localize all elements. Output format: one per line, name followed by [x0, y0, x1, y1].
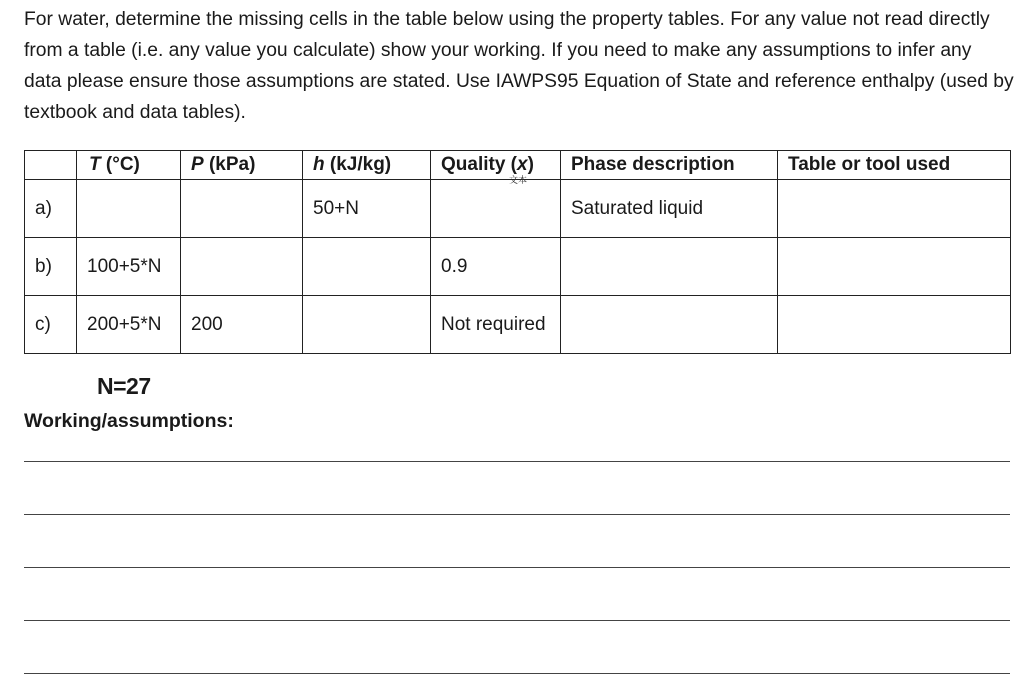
phase-cell[interactable]: [561, 296, 778, 354]
quality-close: ): [527, 154, 534, 175]
header-enthalpy: [303, 151, 431, 180]
answer-line[interactable]: [24, 567, 1010, 568]
text-annotation-marker: 文本: [509, 175, 528, 185]
temperature-unit: (°C): [100, 154, 140, 175]
quality-text: Quality (: [441, 154, 518, 175]
header-phase: Phase description: [561, 151, 778, 180]
instructions-paragraph: For water, determine the missing cells in the table below using the property tables. For any value not read directly from a table (i.e. any value you calculate) show your working. If you need to make any assumptions to infer any data please ensure those assumptions are stated. Use IAWPS95 Equation of State and reference enthalpy (used by textbook and data tables).: [24, 9, 1014, 123]
answer-line[interactable]: [24, 514, 1010, 515]
row-label: c): [25, 296, 77, 354]
pressure-symbol: P: [191, 154, 204, 175]
header-temperature: [77, 151, 181, 180]
tool-cell[interactable]: [778, 296, 1011, 354]
header-pressure: [181, 151, 303, 180]
row-label: b): [25, 238, 77, 296]
pressure-cell[interactable]: [181, 238, 303, 296]
temperature-cell: 100+5*N: [77, 238, 181, 296]
pressure-cell: 200: [181, 296, 303, 354]
table-row: [25, 296, 1011, 354]
pressure-cell[interactable]: [181, 180, 303, 238]
enthalpy-unit: (kJ/kg): [324, 154, 392, 175]
enthalpy-cell[interactable]: [303, 296, 431, 354]
table-row: [25, 238, 1011, 296]
enthalpy-cell: 50+N: [303, 180, 431, 238]
table-row: [25, 180, 1011, 238]
tool-cell[interactable]: [778, 180, 1011, 238]
temperature-symbol: T: [89, 154, 101, 175]
quality-symbol: x: [517, 154, 528, 175]
answer-line[interactable]: [24, 461, 1010, 462]
phase-cell[interactable]: [561, 238, 778, 296]
enthalpy-symbol: h: [313, 154, 325, 175]
header-label: [25, 151, 77, 180]
header-quality: [431, 151, 561, 180]
temperature-cell[interactable]: [77, 180, 181, 238]
quality-cell: Not required: [431, 296, 561, 354]
pressure-unit: (kPa): [203, 154, 256, 175]
n-value-label: N=27: [97, 373, 151, 399]
answer-line[interactable]: [24, 620, 1010, 621]
quality-cell: 0.9: [431, 238, 561, 296]
answer-line[interactable]: [24, 673, 1010, 674]
tool-cell[interactable]: [778, 238, 1011, 296]
header-tool: Table or tool used: [778, 151, 1011, 180]
phase-cell: Saturated liquid: [561, 180, 778, 238]
enthalpy-cell[interactable]: [303, 238, 431, 296]
working-assumptions-label: Working/assumptions:: [24, 410, 234, 432]
quality-cell[interactable]: [431, 180, 561, 238]
temperature-cell: 200+5*N: [77, 296, 181, 354]
row-label: a): [25, 180, 77, 238]
